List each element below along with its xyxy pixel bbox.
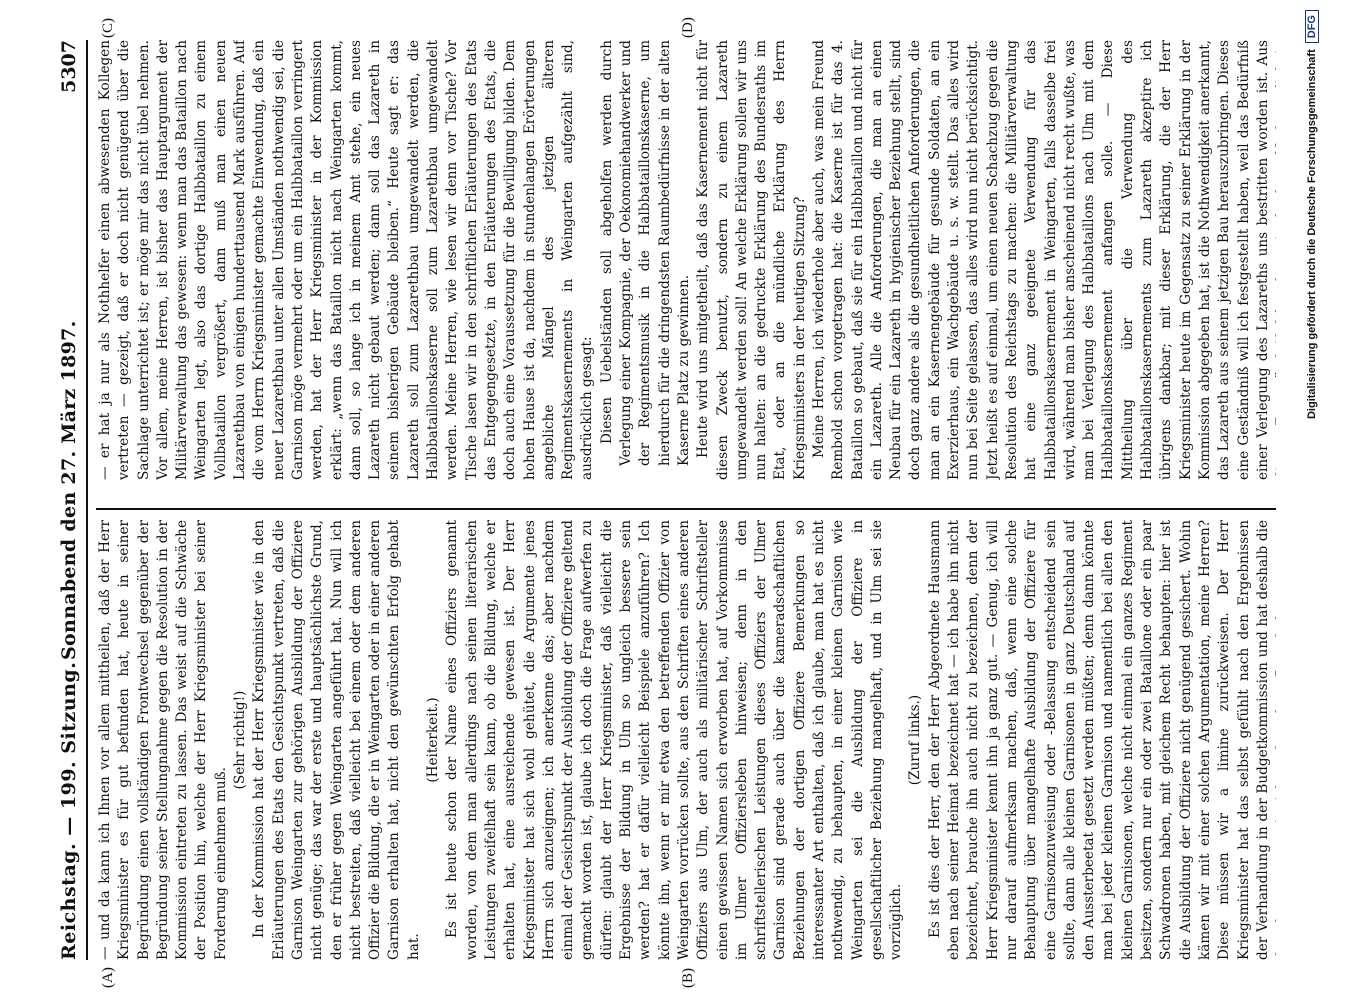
digitization-credit: Digitalisierung gefördert durch die Deutsche Forschungsgemeinschaft — [1306, 49, 1318, 420]
header-session: Reichstag. — 199. Sitzung. — [58, 661, 80, 960]
column-divider — [96, 508, 1276, 510]
interjection: (Sehr richtig!) — [232, 690, 249, 790]
margin-mark-a: (A) — [100, 967, 116, 988]
paragraph: Meine Herren, ich wiederhole aber auch, was mein Freund Rembold schon vorgetragen hat: die Kaserne ist für das 4. Bataillon so gebaut, daß sie für ein Halbbataillon und nicht für ein Lazareth. Alle die Anforderungen, die man an einen Neubau für ein Lazareth in hygienischer Beziehung stellt, sind doch ganz andere als die gesundheitlichen Anforderungen, die man an ein Kasernengebäude für gesunde Soldaten, an ein Exerzierhaus, ein Wachgebäude u. s. w. stellt. Das alles wird nun bei Seite gelassen, das alles wird nun nicht berücksichtigt. Jetzt heißt es auf einmal, um einen neuen Schachzug gegen die Resolution des Reichstags zu machen: die Militärverwaltung hat eine ganz geeignete Verwendung für das Halbbataillonskasernement in Weingarten, falls dasselbe frei wird, während man bisher anscheinend nicht recht wußte, was man bei Verlegung des Halbbataillons nach Ulm mit dem Halbbataillonskasernement anfangen solle. — Diese Mittheilung über die Verwendung des Halbbataillonskasernements zum Lazareth akzeptire ich übrigens dankbar; mit dieser Erklärung, die der Herr Kriegsminister heute im Gegensatz zu seiner Erklärung in der Kommission abgegeben hat, ist die Nothwendigkeit anerkannt, das Lazareth aus seinem jetzigen Bau herauszubringen. Dieses eine Geständniß will ich festgestellt haben, weil das Bedürfniß einer Verlegung des Lazareths uns bestritten worden ist. Aus — [810, 40, 1271, 480]
margin-mark-d: (D) — [680, 17, 696, 38]
interjection: (Heiterkeit.) — [425, 697, 442, 783]
digitization-note — [1305, 10, 1325, 990]
page-header — [56, 40, 88, 960]
margin-mark-c: (C) — [100, 18, 116, 38]
interjection: (Zuruf links.) — [907, 694, 924, 786]
paragraph: Heute wird uns mitgetheilt, daß das Kasernement nicht für diesen Zweck benutzt, sondern zu einem Lazareth umgewandelt werden soll! An welche Erklärung sollen wir uns nun halten: an die gedruckte Erklärung des Bundesraths im Etat, oder an die mündliche Erklärung des Herrn Kriegsministers in der heutigen Sitzung? — [695, 40, 808, 480]
page-number: 5307 — [58, 40, 80, 93]
paragraph: In der Kommission hat der Herr Kriegsminister wie in den Erläuterungen des Etats den Gesichtspunkt vertreten, daß die Garnison Weingarten zur gehörigen Ausbildung der Offiziere nicht genüge; das war der erste und hauptsächlichste Grund, den er früher gegen Weingarten angeführt hat. Nun will ich nicht bestreiten, daß vielleicht bei einem oder dem anderen Offizier die Bildung, die er in Weingarten oder in einer anderen Garnison erhalten hat, nicht den gewünschten Erfolg gehabt hat. — [251, 520, 422, 960]
header-date: Sonnabend den 27. März 1897. — [58, 320, 80, 660]
paragraph: Es ist heute schon der Name eines Offiziers genannt worden, von dem man allerdings nach seinen literarischen Leistungen zweifelhaft sein kann, ob die Bildung, welche er erhalten hat, eine ausreichende gewesen ist. Der Herr Kriegsminister hat sich wohl gehütet, die Argumente jenes Herrn sich anzueignen; ich anerkenne das; aber nachdem einmal der Gesichtspunkt der Ausbildung der Offiziere geltend gemacht worden ist, glaube ich doch die Frage aufwerfen zu dürfen: glaubt der Herr Kriegsminister, daß vielleicht die Ergebnisse der Bildung in Ulm so ungleich bessere sein werden? hat er dafür vielleicht Beispiele anzuführen? Ich könnte ihn, wenn er mir etwa den betreffenden Offizier von Weingarten vorrücken sollte, aus den Schriften eines anderen Offiziers aus Ulm, der auch als militärischer Schriftsteller einen gewissen Namen sich erworben hat, auf Vorkommnisse im Ulmer Offiziersleben hinweisen; denn in den schriftstellerischen Leistungen dieses Offiziers der Ulmer Garnison sind gerade auch über die kameradschaftlichen Beziehungen der dortigen Offiziere Bemerkungen so interessanter Art enthalten, daß ich glaube, man hat es nicht nothwendig, zu behaupten, in einer kleinen Garnison wie Weingarten sei die Ausbildung der Offiziere in gesellschaftlicher Beziehung mangelhaft, und in Ulm sei sie vorzüglich. — [444, 520, 905, 960]
left-column — [96, 520, 1276, 960]
margin-mark-b: (B) — [680, 968, 696, 988]
paragraph: Es ist dies der Herr, den der Herr Abgeordnete Hausmann eben nach seiner Heimat bezeichnet hat — ich habe ihn nicht bezeichnet, brauche ihn auch nicht zu bezeichnen, denn der Herr Kriegsminister kennt ihn ja ganz gut. — Genug, ich will nur darauf aufmerksam machen, daß, wenn eine solche Behauptung über mangelhafte Ausbildung der Offiziere für eine Garnisonzuweisung oder -Belassung entscheidend sein sollte, dann alle kleinen Garnisonen in ganz Deutschland auf den Aussterbeetat gesetzt werden müßten; denn dann könnte man bei jeder kleinen Garnison und namentlich bei allen den kleinen Garnisonen, welche nicht einmal ein ganzes Regiment besitzen, sondern nur ein oder zwei Bataillone oder ein paar Schwadronen haben, mit gleichem Recht behaupten: hier ist die Ausbildung der Offiziere nicht genügend gesichert. Wohin kämen wir mit einer solchen Argumentation, meine Herren? Diese müssen wir a limine zurückweisen. Der Herr Kriegsminister hat das selbst gefühlt nach den Ergebnissen der Verhandlung in der Budgetkommission und hat deshalb die — [926, 520, 1271, 960]
paragraph: — und da kann ich Ihnen vor allem mittheilen, daß der Herr Kriegsminister es für gut befunden hat, heute in seiner Begründung einen vollständigen Frontwechsel gegenüber der Begründung seiner Stellungnahme gegen die Resolution in der Kommission eintreten zu lassen. Das weist auf die Schwäche der Position hin, welche der Herr Kriegsminister bei seiner Forderung einnehmen muß. — [97, 520, 229, 960]
quoted-paragraph: Diesen Uebelständen soll abgeholfen werden durch Verlegung einer Kompagnie, der Oekonomiehandwerker und der Regimentsmusik in die Halbbataillonskaserne, um hierdurch für die dringendsten Raumbedürfnisse in der alten Kaserne Platz zu gewinnen. — [598, 40, 692, 466]
paragraph: — er hat ja nur als Nothhelfer einen abwesenden Kollegen vertreten — gezeigt, daß er doch nicht genügend über die Sachlage unterrichtet ist; er möge mir das nicht übel nehmen. Vor allem, meine Herren, ist bisher das Hauptargument der Militärverwaltung das gewesen: wenn man das Bataillon nach Weingarten legt, also das dortige Halbbataillon zu einem Vollbataillon vergrößert, dann muß man einen neuen Lazarethbau von einigen hunderttausend Mark ausführen. Auf die vom Herrn Kriegsminister gemachte Einwendung, daß ein neuer Lazarethbau unter allen Umständen nothwendig sei, die Garnison möge vermehrt oder um ein Halbbataillon verringert werden, hat der Herr Kriegsminister in der Kommission erklärt: „wenn das Bataillon nicht nach Weingarten kommt, dann soll, so lange ich in meinem Amt stehe, ein neues Lazareth nicht gebaut werden; dann soll das Lazareth in seinem bisherigen Gebäude bleiben.“ Heute sagt er: das Lazareth soll zum Lazarethbau umgewandelt werden, die Halbbataillonskaserne soll zum Lazarethbau umgewandelt werden. Meine Herren, wie lesen wir denn vor Tische? Vor Tische lasen wir in den schriftlichen Erläuterungen des Etats das Entgegengesetzte, in den Erläuterungen des Etats, die doch auch eine Voraussetzung für die Bewilligung bilden. Dem hohen Hause ist da, nachdem in stundenlangen Erörterungen angebliche Mängel des jetzigen älteren Regimentskasernements in Weingarten aufgezählt sind, ausdrücklich gesagt: — [97, 40, 596, 480]
dfg-logo: DFG — [1305, 10, 1319, 43]
right-column — [96, 40, 1276, 480]
